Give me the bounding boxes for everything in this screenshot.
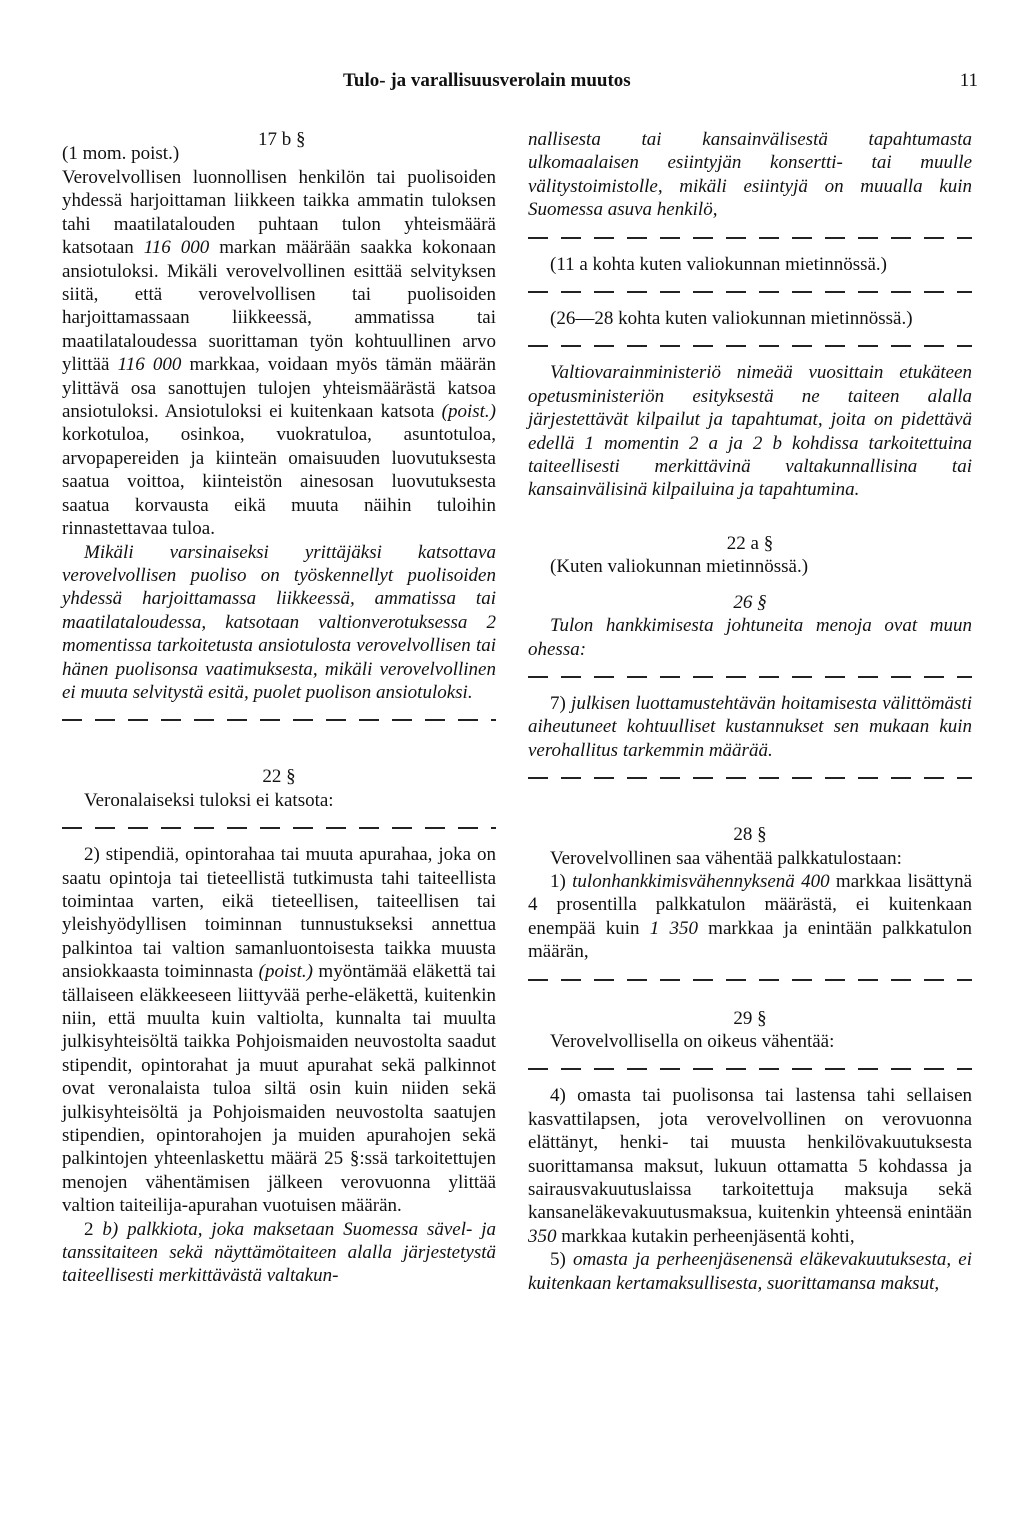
text-run: myöntämää eläkettä tai tällaiseen eläkkeeseen liittyvää perhe-eläkettä, kuitenkin niin, että muulta kuin valtiolta, kunnalta tai muulta julkisyhteisöltä taikka Pohjoismaiden neuvostolta saadut stipendit, opintorahat ja muut apurahat sekä palkinnot ovat veronalaista tuloa siltä osin kuin niiden sekä julkisyhteisöltä ja Pohjoismaiden neuvostolta saatujen stipendien, opintorahojen ja muiden apurahojen sekä palkintojen yhteenlaskettu määrä 25 §:ssä tarkoitettujen menojen vähentämisen jälkeen verovuonna ylittää valtion taiteilija-apurahan vuotuisen määrän.	[62, 961, 497, 1217]
item-number: 7)	[550, 692, 566, 714]
spacer	[62, 735, 496, 765]
section-17b-mom-note: (1 mom. poist.)	[62, 143, 180, 164]
section-28-heading: 28 §	[733, 824, 767, 846]
text-run: 4) omasta tai puolisonsa tai lastensa tahi sellaisen kasvattilapsen, jota verovelvollinen on verovuonna elättänyt, henki- tai muusta henkilövakuutuksesta suorittamansa maksut, lukuun ottamatta 5 kohdassa ja sairausvakuutuslaissa tarkoitettuja maksuja sekä kansaneläkevakuutusmaksua, kuitenkin yhteensä enintään	[528, 1085, 972, 1224]
item-number: 1)	[550, 870, 566, 892]
section-22-item-2b	[62, 1218, 496, 1288]
text-run: tulonhankkimisvähennyksenä 400	[565, 870, 830, 892]
omission-dashes	[528, 280, 972, 303]
section-29-item-5	[528, 1248, 972, 1295]
omission-dashes	[528, 1057, 972, 1080]
valtiovarainministerio-paragraph: Valtiovarainministeriö nimeää vuosittain etukäteen opetusministeriön esityksestä ne taiteen alalla järjestettävät kilpailut ja tapahtumat, joita on pidettävä edellä 1 momentin 2 a ja 2 b kohdissa tarkoitettuina taiteellisesti merkittävinä valtakunnallisina tai kansainvälisinä kilpailuina ja tapahtumina.	[528, 362, 972, 501]
section-17b-heading-line	[62, 128, 496, 166]
text-run: markkaa kutakin perheenjäsentä kohti,	[556, 1225, 855, 1247]
section-28-item-1	[528, 870, 972, 964]
left-column	[62, 128, 496, 1288]
item-number: 5)	[550, 1249, 566, 1271]
amount: 1 350	[649, 917, 698, 939]
running-header	[0, 70, 1024, 96]
text-run: korkotuloa, osinkoa, vuokratuloa, asuntotuloa, arvopapereiden ja kiinteän omaisuuden luovutuksesta saatua voittoa, kiinteistön ainesosan luovutuksesta saatua korvausta eikä muuta näihin tuloihin rinnastettavaa tuloa.	[62, 424, 496, 540]
text-run: markan määrään saakka kokonaan ansiotuloksi. Mikäli verovelvollinen esittää selvityksen siitä, että verovelvollisen tai puolisoiden harjoittamassaan liikkeessä, ammatissa tai maatilataloudessa suorittaman työn kohtuullinen arvo ylittää	[62, 237, 496, 376]
item-number: 2	[84, 1218, 94, 1240]
section-22-item-2	[62, 843, 496, 1218]
poist-marker: (poist.)	[441, 401, 496, 423]
amount: 116 000	[117, 354, 182, 376]
section-22a-heading: 22 a §	[726, 532, 774, 554]
omission-dashes	[528, 226, 972, 249]
section-29-item-4	[528, 1084, 972, 1248]
section-26-intro: Tulon hankkimisesta johtuneita menoja ovat muun ohessa:	[528, 615, 972, 660]
text-run: Verovelvollisen luonnollisen henkilön tai puolisoiden yhdessä harjoittaman liikkeen taikka ammatin tuloksen tahi maatilatalouden puhtaan tulon yhteismäärä katsotaan	[62, 167, 496, 259]
section-17b-paragraph-1	[62, 166, 496, 541]
spacer	[528, 793, 972, 823]
section-29-heading: 29 §	[733, 1007, 767, 1029]
poist-marker: (poist.)	[258, 961, 313, 983]
omission-dashes	[528, 665, 972, 688]
right-column	[528, 128, 972, 1295]
text-run: omasta ja perheenjäsenensä eläkevakuutuksesta, ei kuitenkaan kertamaksullisesta, suorittamansa maksut,	[528, 1249, 972, 1294]
section-22-intro: Veronalaiseksi tuloksi ei katsota:	[84, 789, 334, 811]
omission-dashes	[62, 816, 496, 839]
continued-paragraph: nallisesta tai kansainvälisestä tapahtumasta ulkomaalaisen esiintyjän konsertti- tai muulle välitystoimistolle, mikäli esiintyjä on muualla kuin Suomessa asuva henkilö,	[528, 129, 972, 221]
text-run: b) palkkiota, joka maksetaan Suomessa sävel- ja tanssitaiteen sekä näyttämötaiteen alalla järjestetystä taiteellisesti merkittävästä valtakun-	[62, 1218, 496, 1287]
omission-dashes	[62, 708, 496, 731]
section-26-item-7	[528, 692, 972, 762]
text-run: markkaa, voidaan myös tämän määrän ylittävä osa sanottujen tulojen yhteismäärästä katsoa ansiotuloksi. Ansiotuloksi ei kuitenkaan katsota	[62, 354, 496, 423]
spacer	[528, 995, 972, 1007]
amount: 116 000	[143, 237, 210, 259]
text-run: markkaa ja enintään palkkatulon määrän,	[528, 917, 972, 963]
spacer	[528, 579, 972, 591]
section-22-heading: 22 §	[262, 766, 296, 788]
text-run: julkisen luottamustehtävän hoitamisesta välittömästi aiheutuneet kohtuulliset kustannukset sen mukaan kuin verohallitus tarkemmin määrää.	[528, 692, 972, 761]
page-header-title: Tulo- ja varallisuusverolain muutos	[343, 70, 631, 91]
text-run: markkaa lisättynä 4 prosentilla palkkatulon määrästä, ei kuitenkaan enempää kuin	[528, 870, 973, 939]
omission-dashes	[528, 766, 972, 789]
page-number: 11	[959, 70, 978, 91]
section-28-intro: Verovelvollinen saa vähentää palkkatulostaan:	[550, 847, 902, 869]
omission-dashes	[528, 334, 972, 357]
note-11a: (11 a kohta kuten valiokunnan mietinnössä.)	[550, 253, 887, 275]
spacer	[528, 502, 972, 532]
amount: 350	[528, 1225, 557, 1247]
section-29-intro: Verovelvollisella on oikeus vähentää:	[550, 1030, 835, 1052]
text-run: 2) stipendiä, opintorahaa tai muuta apurahaa, joka on saatu opintoja tai tieteellistä tutkimusta tahi taiteellista toimintaa varten, eikä tieteellisen, taiteellisen tai yleishyödyllisen toiminnan tunnustukseksi annettua palkintoa tai valtion samanluontoisesta taikka muusta ansiokkaasta toiminnasta	[62, 844, 496, 983]
omission-dashes	[528, 968, 972, 991]
section-17b-paragraph-2: Mikäli varsinaiseksi yrittäjäksi katsottava verovelvollisen puoliso on työskennellyt puolisoiden yhdessä harjoittamassa liikkeessä, ammatissa tai maatilataloudessa, katsotaan valtionverotuksessa 2 momentissa tarkoitetusta ansiotulosta verovelvollisen tai hänen puolisonsa vaatimuksesta, mikäli verovelvollinen ei muuta selvitystä esitä, puolet puolison ansiotuloksi.	[62, 541, 496, 703]
section-26-heading: 26 §	[733, 591, 767, 613]
note-26-28: (26—28 kohta kuten valiokunnan mietinnössä.)	[550, 308, 913, 330]
section-17b-heading: 17 b §	[258, 129, 306, 150]
section-22a-note: (Kuten valiokunnan mietinnössä.)	[550, 556, 809, 578]
